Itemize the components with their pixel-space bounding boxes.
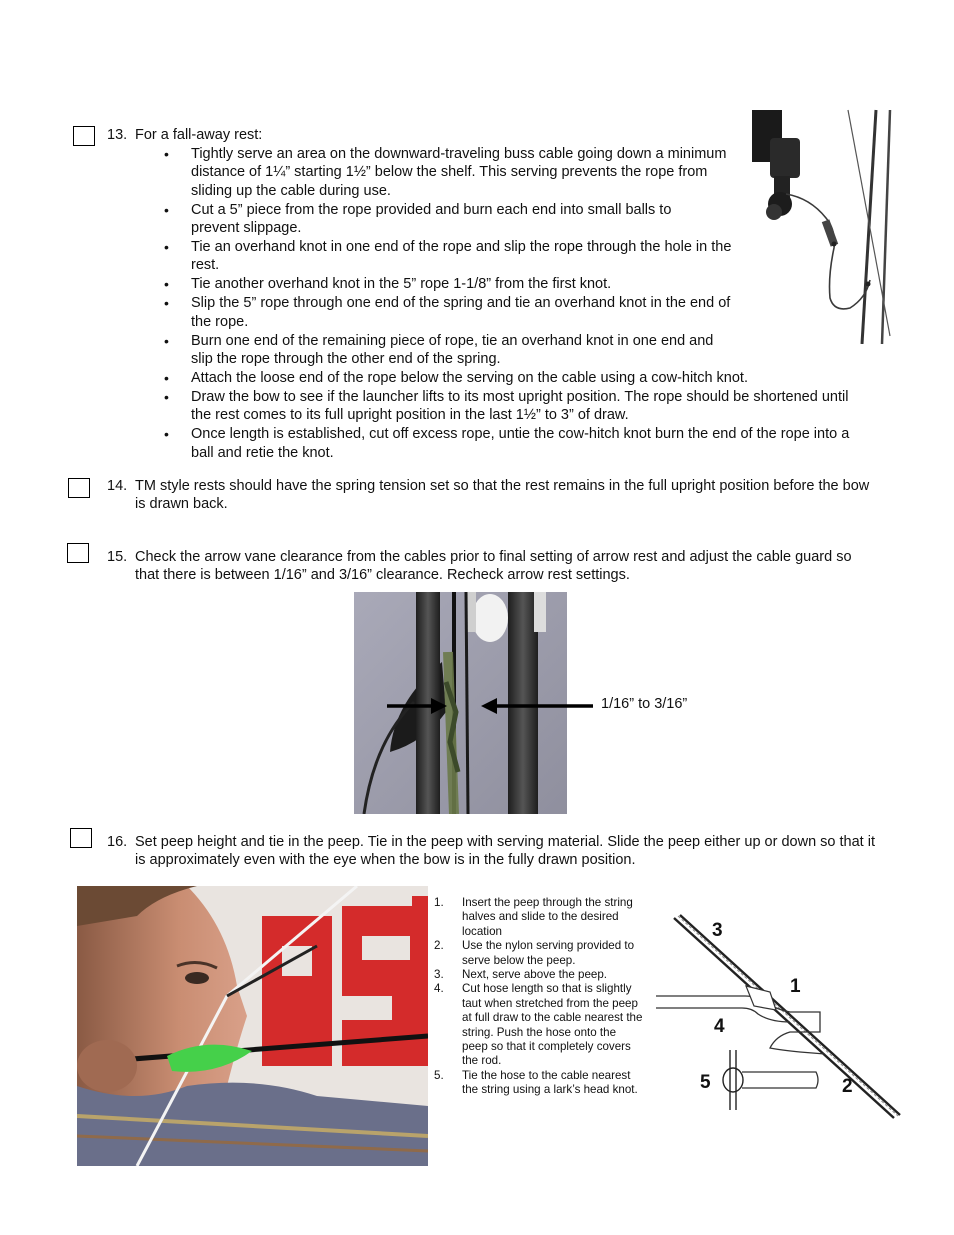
step-13-bullet: • Tie an overhand knot in one end of the rope and slip the rope through the hole in the rest. bbox=[164, 238, 736, 275]
peep-instruction-item: 3. Next, serve above the peep. bbox=[434, 968, 608, 982]
step-13-bullet: • Cut a 5” piece from the rope provided and burn each end into small balls to prevent slippage. bbox=[164, 201, 711, 238]
step-14-number: 14. bbox=[107, 478, 128, 494]
clearance-label: 1/16” to 3/16” bbox=[601, 696, 688, 712]
step-13-bullet: • Once length is established, cut off excess rope, untie the cow-hitch knot burn the end of the rope into a ball and retie the knot. bbox=[164, 425, 872, 462]
step-13-bullet: • Burn one end of the remaining piece of rope, tie an overhand knot in one end and slip the rope through the other end of the spring. bbox=[164, 332, 731, 369]
step-15-text: Check the arrow vane clearance from the cables prior to final setting of arrow rest and adjust the cable guard so that there is between 1/16” and 3/16” clearance. Recheck arrow rest settings. bbox=[135, 549, 852, 583]
step-13-title: For a fall-away rest: bbox=[135, 127, 263, 143]
step-16-number: 16. bbox=[107, 834, 128, 850]
fall-away-rest-photo bbox=[750, 108, 900, 344]
step-13-number: 13. bbox=[107, 127, 128, 143]
peep-instruction-item: 2. Use the nylon serving provided to serve below the peep. bbox=[434, 939, 635, 967]
diagram-label-4: 4 bbox=[714, 1016, 725, 1037]
diagram-label-2: 2 bbox=[842, 1076, 853, 1097]
peep-instruction-list bbox=[434, 896, 644, 1098]
step-13-bullet: • Slip the 5” rope through one end of the spring and tie an overhand knot in the end of the rope. bbox=[164, 294, 731, 331]
step-16-checkbox[interactable] bbox=[70, 828, 92, 848]
peep-instruction-item: 4. Cut hose length so that is slightly taut when stretched from the peep at full draw to the cable nearest the string. Push the hose onto the peep so that it completely covers the rod. bbox=[434, 982, 643, 1068]
step-13-bullet: • Tie another overhand knot in the 5” rope 1-1/8” from the first knot. bbox=[164, 275, 736, 293]
archer-at-full-draw-photo bbox=[77, 886, 428, 1166]
step-13-checkbox[interactable] bbox=[73, 126, 95, 146]
peep-instruction-item: 5. Tie the hose to the cable nearest the string using a lark’s head knot. bbox=[434, 1068, 638, 1097]
clearance-arrows bbox=[385, 694, 597, 718]
step-15-checkbox[interactable] bbox=[67, 543, 89, 563]
diagram-label-5: 5 bbox=[700, 1072, 711, 1093]
step-13-bullet: • Draw the bow to see if the launcher lifts to its most upright position. The rope should be shortened until the rest comes to its full upright position in the last 1½” to 3” of draw. bbox=[164, 388, 872, 425]
step-15-number: 15. bbox=[107, 549, 128, 565]
step-13-bullet: • Attach the loose end of the rope below the serving on the cable using a cow-hitch knot. bbox=[164, 369, 872, 387]
diagram-label-1: 1 bbox=[790, 976, 801, 997]
peep-installation-diagram bbox=[650, 910, 910, 1120]
diagram-label-3: 3 bbox=[712, 920, 723, 941]
peep-instruction-item: 1. Insert the peep through the string halves and slide to the desired location bbox=[434, 896, 633, 938]
step-14-checkbox[interactable] bbox=[68, 478, 90, 498]
step-13-bullet: • Tightly serve an area on the downward-traveling buss cable going down a minimum distance of 1¼” starting 1½” below the shelf. This serving prevents the rope from sliding up the cable during use. bbox=[164, 145, 731, 200]
step-14-text: TM style rests should have the spring tension set so that the rest remains in the full upright position before the bow is drawn back. bbox=[135, 478, 870, 512]
step-16-text: Set peep height and tie in the peep. Tie in the peep with serving material. Slide the peep either up or down so that it is approximately even with the eye when the bow is in the fully drawn position. bbox=[135, 834, 875, 868]
